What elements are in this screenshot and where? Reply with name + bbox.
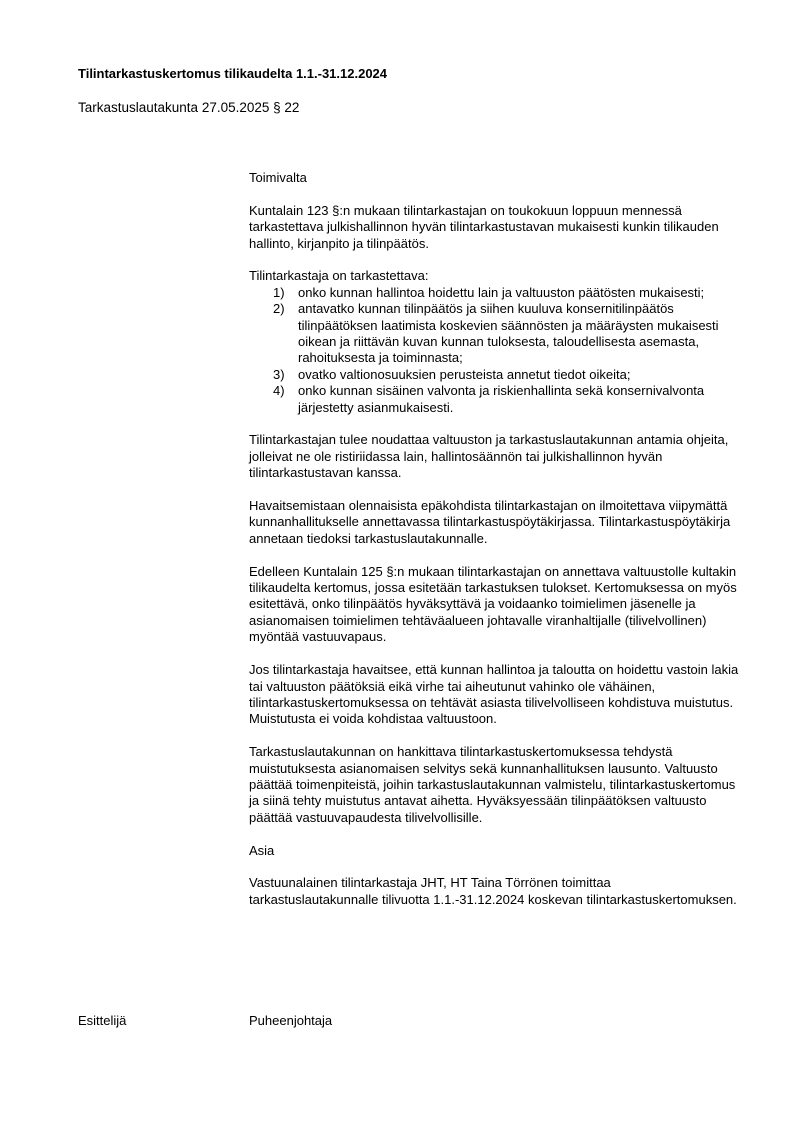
list-item-text: ovatko valtionosuuksien perusteista annetut tiedot oikeita;: [298, 366, 631, 382]
list-item: [249, 285, 739, 301]
meeting-reference: Tarkastuslautakunta 27.05.2025 § 22: [78, 100, 300, 115]
list-item-text: onko kunnan sisäinen valvonta ja riskienhallinta sekä konsernivalvonta järjestetty asianmukaisesti.: [298, 383, 705, 415]
list-item-number: 3): [273, 366, 285, 382]
inspection-list: [249, 285, 739, 416]
list-item-text: onko kunnan hallintoa hoidettu lain ja valtuuston päätösten mukaisesti;: [298, 284, 705, 300]
presenter-label: Esittelijä: [78, 1013, 127, 1028]
list-item-number: 4): [273, 383, 285, 399]
paragraph-5: Jos tilintarkastaja havaitsee, että kunnan hallintoa ja taloutta on hoidettu vastoin lakia tai valtuuston päätöksiä eikä virhe tai aiheutunut vahinko ole vähäinen, tilintarkastuskertomuksessa on tehtävät asiasta tilivelvolliseen kohdistuva muistutus. Muistutusta ei voida kohdistaa valtuustoon.: [249, 662, 739, 727]
list-item-text: antavatko kunnan tilinpäätös ja siihen kuuluva konsernitilinpäätös tilinpäätöksen laatimista koskevien säännösten ja määräysten mukaisesti oikean ja riittävän kuvan kunnan tuloksesta, taloudellisesta asemasta, rahoituksesta ja toiminnasta;: [298, 301, 719, 366]
list-item-number: 2): [273, 301, 285, 317]
section-heading-toimivalta: Toimivalta: [249, 170, 307, 185]
list-item: [249, 301, 739, 367]
paragraph-4: Edelleen Kuntalain 125 §:n mukaan tilintarkastajan on annettava valtuustolle kultakin tilikaudelta kertomus, jossa esitetään tarkastuksen tulokset. Kertomuksessa on myös esitettävä, onko tilinpäätös hyväksyttävä ja voidaanko toimielimen jäsenelle ja asianomaisen toimielimen tehtäväalueen johtavalle viranhaltijalle (tilivelvollinen) myöntää vastuuvapaus.: [249, 563, 737, 645]
paragraph-6: Tarkastuslautakunnan on hankittava tilintarkastuskertomuksessa tehdystä muistutuksesta asianomaisen selvitys sekä kunnanhallituksen lausunto. Valtuusto päättää toimenpiteistä, joihin tarkastuslautakunnan valmistelu, tilintarkastuskertomus ja siinä tehty muistutus antavat aihetta. Hyväksyessään tilinpäätöksen valtuusto päättää vastuuvapaudesta tilivelvollisille.: [249, 744, 736, 825]
document-body: [249, 170, 739, 925]
paragraph-7: Vastuunalainen tilintarkastaja JHT, HT Taina Törrönen toimittaa tarkastuslautakunnalle tilivuotta 1.1.-31.12.2024 koskevan tilintarkastuskertomuksen.: [249, 875, 737, 907]
list-intro: Tilintarkastaja on tarkastettava:: [249, 268, 429, 284]
list-item-number: 1): [273, 284, 285, 300]
paragraph-3: Havaitsemistaan olennaisista epäkohdista tilintarkastajan on ilmoitettava viipymättä kunnanhallitukselle annettavassa tilintarkastuspöytäkirjassa. Tilintarkastuspöytäkirja annetaan tiedoksi tarkastuslautakunnalle.: [249, 498, 731, 546]
section-heading-asia: Asia: [249, 842, 275, 858]
paragraph-2: Tilintarkastajan tulee noudattaa valtuuston ja tarkastuslautakunnan antamia ohjeita, jolleivat ne ole ristiriidassa lain, hallintosäännön tai julkishallinnon hyvän tilintarkastustavan kanssa.: [249, 432, 729, 481]
paragraph-1: Kuntalain 123 §:n mukaan tilintarkastajan on toukokuun loppuun mennessä tarkastettava julkishallinnon hyvän tilintarkastustavan mukaisesti kunkin tilikauden hallinto, kirjanpito ja tilinpäätös.: [249, 202, 719, 251]
chair-label: Puheenjohtaja: [249, 1013, 333, 1028]
list-item: [249, 367, 739, 383]
list-item: [249, 383, 739, 416]
document-title: Tilintarkastuskertomus tilikaudelta 1.1.-31.12.2024: [78, 66, 388, 81]
